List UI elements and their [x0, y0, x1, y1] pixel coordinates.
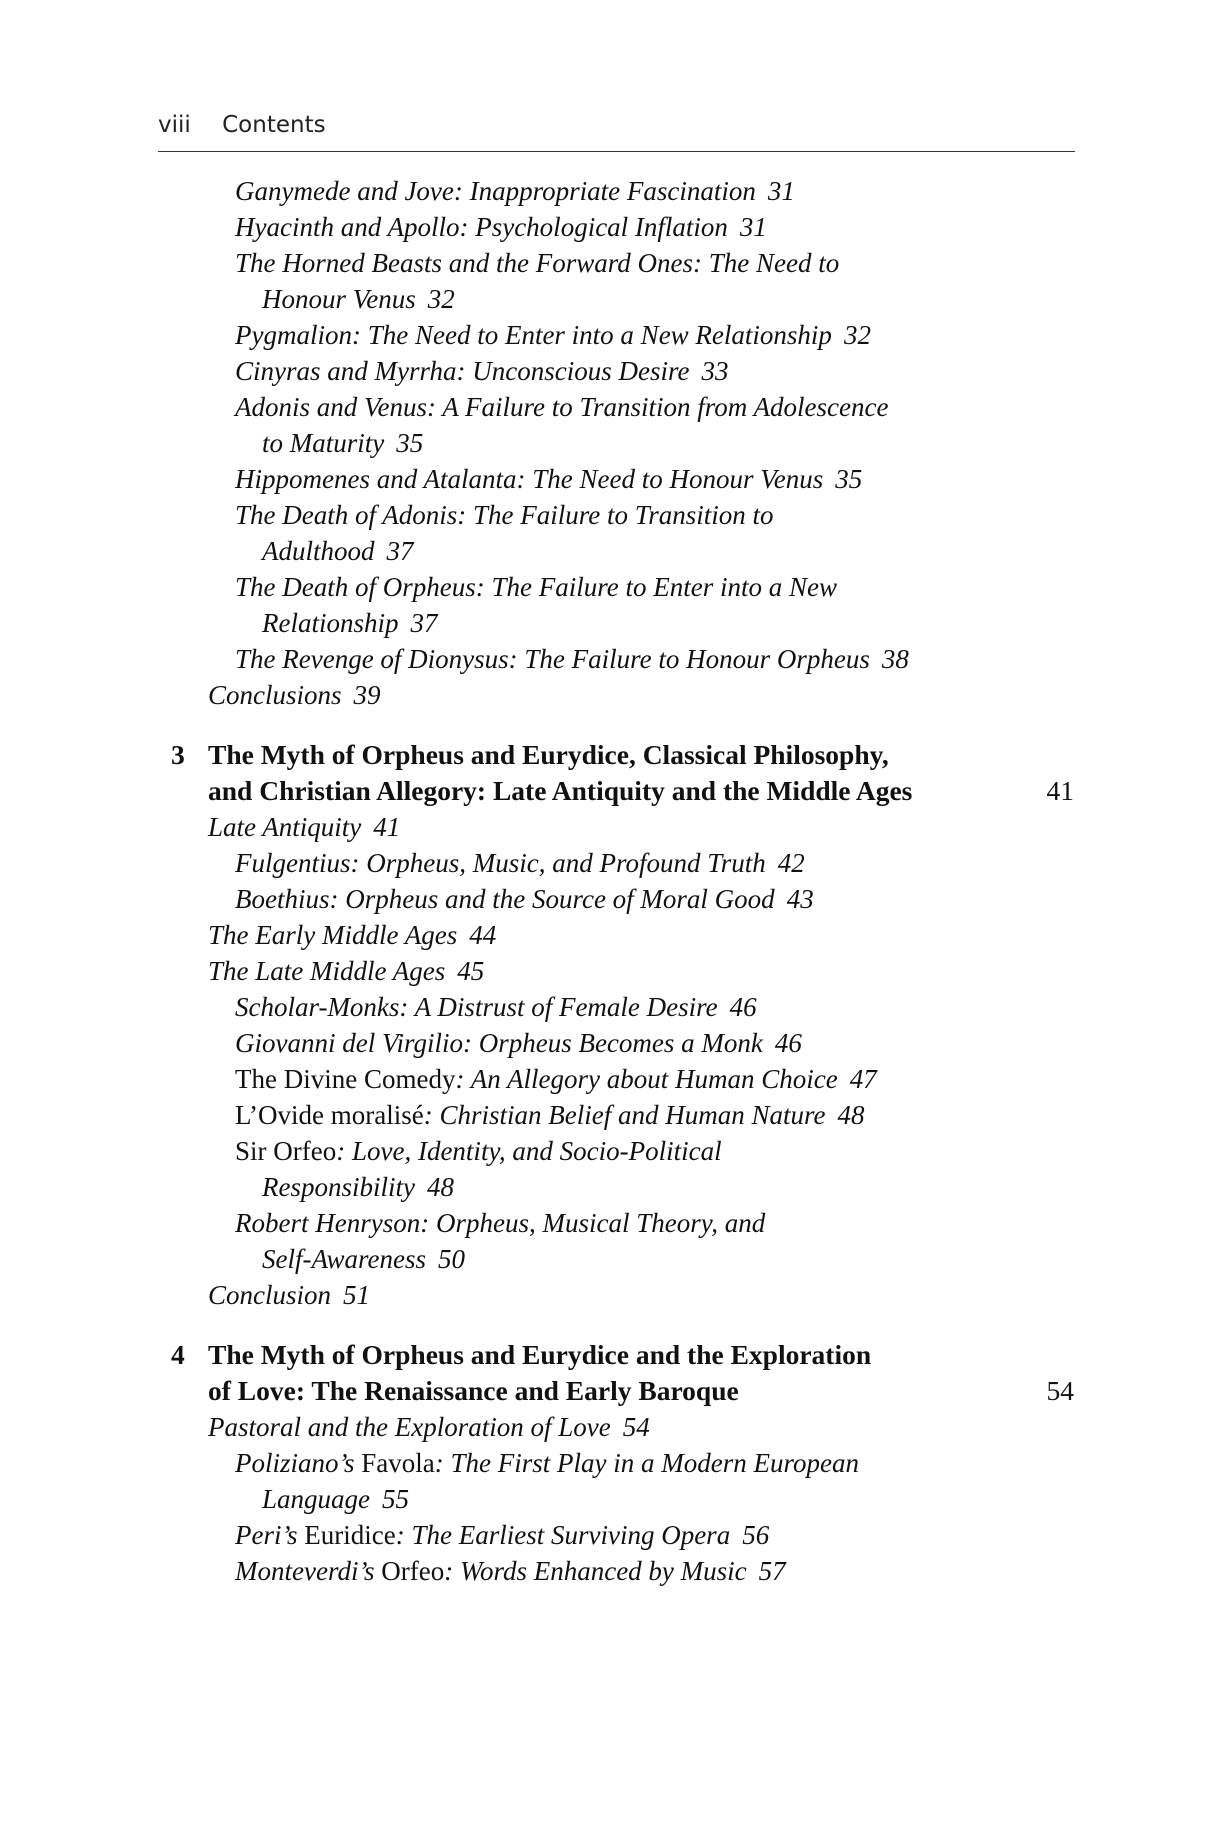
- toc-entry-page: 57: [758, 1556, 786, 1586]
- toc-entry-work-title: Favola: [361, 1448, 435, 1478]
- toc-entry-title-cont: Responsibility: [262, 1172, 415, 1202]
- toc-entry-page: 48: [837, 1100, 865, 1130]
- toc-entry-title-cont: Adulthood: [262, 536, 375, 566]
- toc-entry-page: 37: [410, 608, 438, 638]
- toc-entry: [0, 1517, 1229, 1553]
- toc-entry-page: 33: [701, 356, 729, 386]
- toc-entry: [0, 317, 1229, 353]
- toc-entry: [0, 1061, 1229, 1097]
- toc-entry: [0, 953, 1229, 989]
- toc-entry-title: The Horned Beasts and the Forward Ones: The Need to: [235, 248, 840, 278]
- toc-entry-title: Boethius: Orpheus and the Source of Moral Good: [235, 884, 775, 914]
- toc-entry-page: 41: [373, 812, 401, 842]
- page-folio: viii: [158, 112, 191, 138]
- chapter-heading-continuation: [0, 773, 1229, 809]
- toc-entry-work-title: L’Ovide moralisé: [235, 1100, 424, 1130]
- toc-entry-title: Cinyras and Myrrha: Unconscious Desire: [235, 356, 690, 386]
- toc-entry-title: Pygmalion: The Need to Enter into a New Relationship: [235, 320, 832, 350]
- toc-entry: [0, 1097, 1229, 1133]
- running-head: [158, 112, 326, 138]
- chapter-page: 41: [1046, 775, 1074, 806]
- toc-entry: [0, 677, 1229, 713]
- toc-entry: [0, 1205, 1229, 1241]
- toc-entry-work-title: Orfeo: [381, 1556, 445, 1586]
- toc-entry-continuation: [0, 1241, 1229, 1277]
- toc-entry: [0, 809, 1229, 845]
- chapter-heading: [0, 737, 1229, 773]
- toc-entry: [0, 173, 1229, 209]
- toc-entry: [0, 1277, 1229, 1313]
- toc-entry: [0, 497, 1229, 533]
- toc-entry-page: 39: [353, 680, 381, 710]
- toc-entry: [0, 1553, 1229, 1589]
- toc-entry-page: 38: [881, 644, 909, 674]
- toc-entry-title: : Words Enhanced by Music: [444, 1556, 747, 1586]
- chapter-number: 3: [171, 739, 185, 770]
- toc-entry-title: The Revenge of Dionysus: The Failure to Honour Orpheus: [235, 644, 870, 674]
- toc-entry: [0, 1133, 1229, 1169]
- header-rule: [158, 151, 1075, 152]
- toc-entry-title-cont: Honour Venus: [262, 284, 416, 314]
- toc-entry-page: 32: [843, 320, 871, 350]
- toc-entry-continuation: [0, 533, 1229, 569]
- toc-entry-title: Giovanni del Virgilio: Orpheus Becomes a Monk: [235, 1028, 763, 1058]
- running-title: Contents: [222, 112, 326, 138]
- toc-entry-page: 47: [849, 1064, 877, 1094]
- toc-entry-prefix: Poliziano’s: [235, 1448, 362, 1478]
- toc-entry: [0, 1445, 1229, 1481]
- toc-entry-work-title: Sir Orfeo: [235, 1136, 337, 1166]
- table-of-contents: [0, 173, 1229, 1589]
- chapter-title: The Myth of Orpheus and Eurydice and the Exploration: [208, 1339, 872, 1370]
- toc-entry-title: : The First Play in a Modern European: [434, 1448, 859, 1478]
- toc-entry-work-title: Euridice: [304, 1520, 396, 1550]
- toc-entry-page: 31: [767, 176, 795, 206]
- toc-entry: [0, 461, 1229, 497]
- toc-entry-title: The Death of Adonis: The Failure to Transition to: [235, 500, 774, 530]
- toc-entry-title-cont: Language: [262, 1484, 370, 1514]
- toc-entry: [0, 569, 1229, 605]
- toc-entry-page: 46: [729, 992, 757, 1022]
- toc-entry-page: 46: [774, 1028, 802, 1058]
- toc-entry: [0, 209, 1229, 245]
- toc-entry-title: Pastoral and the Exploration of Love: [208, 1412, 611, 1442]
- toc-entry-continuation: [0, 425, 1229, 461]
- toc-entry-title: The Late Middle Ages: [208, 956, 446, 986]
- toc-entry-continuation: [0, 605, 1229, 641]
- toc-entry: [0, 1025, 1229, 1061]
- toc-entry-page: 35: [835, 464, 863, 494]
- toc-entry: [0, 989, 1229, 1025]
- section-spacer: [0, 1313, 1229, 1337]
- toc-entry-continuation: [0, 1481, 1229, 1517]
- toc-entry-title: Ganymede and Jove: Inappropriate Fascination: [235, 176, 756, 206]
- chapter-heading-continuation: [0, 1373, 1229, 1409]
- toc-entry: [0, 389, 1229, 425]
- chapter-number: 4: [171, 1339, 185, 1370]
- toc-entry-title: : The Earliest Surviving Opera: [395, 1520, 731, 1550]
- toc-entry-page: 44: [469, 920, 497, 950]
- toc-entry: [0, 917, 1229, 953]
- toc-entry-page: 37: [386, 536, 414, 566]
- toc-entry-title: The Death of Orpheus: The Failure to Enter into a New: [235, 572, 837, 602]
- toc-entry: [0, 1409, 1229, 1445]
- toc-entry-title: Conclusion: [208, 1280, 332, 1310]
- toc-entry-title: : Christian Belief and Human Nature: [423, 1100, 826, 1130]
- toc-entry: [0, 353, 1229, 389]
- toc-entry-page: 32: [427, 284, 455, 314]
- toc-entry-title: Scholar-Monks: A Distrust of Female Desire: [235, 992, 718, 1022]
- toc-entry-title: : An Allegory about Human Choice: [455, 1064, 838, 1094]
- chapter-title-cont: of Love: The Renaissance and Early Baroque: [208, 1375, 739, 1406]
- toc-entry-continuation: [0, 281, 1229, 317]
- toc-entry: [0, 845, 1229, 881]
- toc-entry-prefix: Monteverdi’s: [235, 1556, 382, 1586]
- toc-entry-title: Adonis and Venus: A Failure to Transition from Adolescence: [235, 392, 889, 422]
- toc-entry-page: 50: [437, 1244, 465, 1274]
- toc-entry-page: 35: [396, 428, 424, 458]
- toc-entry-page: 43: [786, 884, 814, 914]
- chapter-title-cont: and Christian Allegory: Late Antiquity and the Middle Ages: [208, 775, 913, 806]
- toc-entry-title: Fulgentius: Orpheus, Music, and Profound Truth: [235, 848, 766, 878]
- chapter-title: The Myth of Orpheus and Eurydice, Classical Philosophy,: [208, 739, 889, 770]
- toc-entry-page: 54: [622, 1412, 650, 1442]
- toc-entry-prefix: Peri’s: [235, 1520, 305, 1550]
- toc-entry-title: Hyacinth and Apollo: Psychological Inflation: [235, 212, 728, 242]
- toc-entry-title: : Love, Identity, and Socio-Political: [336, 1136, 722, 1166]
- toc-entry-page: 56: [742, 1520, 770, 1550]
- toc-entry-title-cont: Relationship: [262, 608, 399, 638]
- toc-entry-page: 42: [777, 848, 805, 878]
- toc-entry: [0, 245, 1229, 281]
- toc-entry: [0, 881, 1229, 917]
- toc-entry-page: 31: [739, 212, 767, 242]
- toc-entry-continuation: [0, 1169, 1229, 1205]
- section-spacer: [0, 713, 1229, 737]
- toc-entry-title: The Early Middle Ages: [208, 920, 458, 950]
- toc-entry-title: Robert Henryson: Orpheus, Musical Theory, and: [235, 1208, 766, 1238]
- toc-entry-page: 55: [382, 1484, 409, 1514]
- toc-entry-page: 51: [343, 1280, 371, 1310]
- toc-entry-title-cont: Self-Awareness: [262, 1244, 426, 1274]
- toc-entry-title-cont: to Maturity: [262, 428, 385, 458]
- chapter-page: 54: [1046, 1375, 1074, 1406]
- toc-entry-page: 48: [426, 1172, 454, 1202]
- toc-entry-title: Conclusions: [208, 680, 342, 710]
- chapter-heading: [0, 1337, 1229, 1373]
- toc-entry: [0, 641, 1229, 677]
- toc-entry-page: 45: [457, 956, 485, 986]
- toc-entry-work-title: The Divine Comedy: [235, 1064, 456, 1094]
- toc-entry-title: Late Antiquity: [208, 812, 362, 842]
- toc-entry-title: Hippomenes and Atalanta: The Need to Honour Venus: [235, 464, 824, 494]
